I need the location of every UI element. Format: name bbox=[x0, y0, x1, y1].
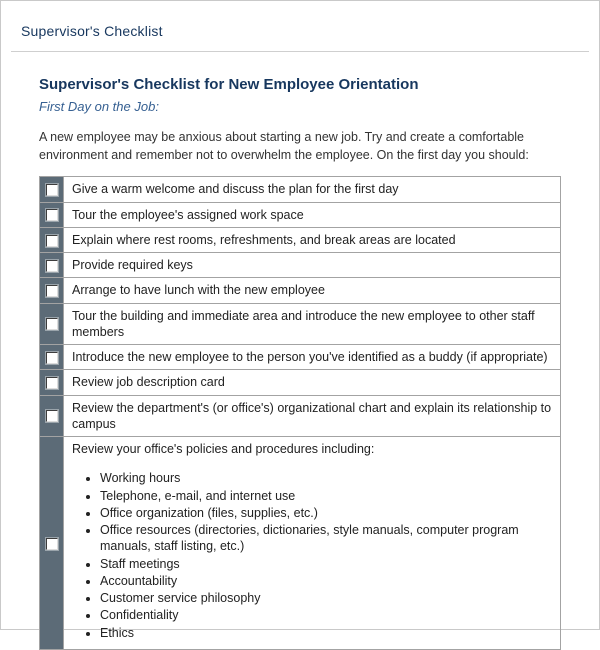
checklist-item-text: Give a warm welcome and discuss the plan for the first day bbox=[64, 177, 561, 202]
table-row bbox=[40, 395, 561, 437]
checkbox-cell bbox=[40, 253, 64, 278]
checklist-item-text: Tour the employee's assigned work space bbox=[64, 202, 561, 227]
table-row bbox=[40, 278, 561, 303]
table-row bbox=[40, 437, 561, 650]
policy-bullet-list bbox=[72, 470, 552, 641]
checkbox-icon bbox=[46, 209, 58, 221]
table-row bbox=[40, 303, 561, 345]
divider bbox=[11, 51, 589, 52]
checklist-item-text: Explain where rest rooms, refreshments, and break areas are located bbox=[64, 227, 561, 252]
subsection-heading: First Day on the Job: bbox=[39, 99, 159, 114]
table-row bbox=[40, 227, 561, 252]
intro-paragraph: A new employee may be anxious about starting a new job. Try and create a comfortable environment and remember not to overwhelm the employee. On the first day you should: bbox=[39, 130, 529, 163]
checklist-item-text: Review your office's policies and procedures including: bbox=[72, 442, 375, 456]
checklist-item-text: Review the department's (or office's) organizational chart and explain its relationship to campus bbox=[64, 395, 561, 437]
checkbox-cell bbox=[40, 278, 64, 303]
checklist-item-text: Introduce the new employee to the person you've identified as a buddy (if appropriate) bbox=[64, 345, 561, 370]
checkbox-cell bbox=[40, 227, 64, 252]
checkbox-icon bbox=[46, 285, 58, 297]
checklist-table bbox=[39, 176, 561, 650]
list-item: • Office resources (directories, dictionaries, style manuals, computer program manuals, staff listing, etc.) bbox=[100, 522, 552, 555]
list-item: • Working hours bbox=[100, 470, 552, 486]
checkbox-icon bbox=[46, 377, 58, 389]
checklist-item-text: Arrange to have lunch with the new employee bbox=[64, 278, 561, 303]
checkbox-icon bbox=[46, 318, 58, 330]
list-item: • Staff meetings bbox=[100, 556, 552, 572]
document-content bbox=[1, 76, 599, 650]
checklist-item-text: Tour the building and immediate area and introduce the new employee to other staff members bbox=[64, 303, 561, 345]
checkbox-cell bbox=[40, 303, 64, 345]
checkbox-icon bbox=[46, 260, 58, 272]
checklist-item-text: Review job description card bbox=[64, 370, 561, 395]
list-item: • Confidentiality bbox=[100, 607, 552, 623]
list-item: • Ethics bbox=[100, 625, 552, 641]
table-row bbox=[40, 177, 561, 202]
section-heading: Supervisor's Checklist for New Employee Orientation bbox=[39, 76, 419, 93]
table-row bbox=[40, 202, 561, 227]
list-item: • Office organization (files, supplies, etc.) bbox=[100, 505, 552, 521]
checkbox-icon bbox=[46, 538, 58, 550]
page-title: Supervisor's Checklist bbox=[21, 23, 163, 39]
list-item: • Customer service philosophy bbox=[100, 590, 552, 606]
list-item: • Telephone, e-mail, and internet use bbox=[100, 488, 552, 504]
table-row bbox=[40, 370, 561, 395]
checkbox-cell bbox=[40, 437, 64, 650]
checklist-item-cell bbox=[64, 437, 561, 650]
checklist-item-text: Provide required keys bbox=[64, 253, 561, 278]
checkbox-cell bbox=[40, 345, 64, 370]
table-row bbox=[40, 253, 561, 278]
checkbox-icon bbox=[46, 352, 58, 364]
checkbox-icon bbox=[46, 235, 58, 247]
list-item: • Accountability bbox=[100, 573, 552, 589]
table-row bbox=[40, 345, 561, 370]
checkbox-icon bbox=[46, 410, 58, 422]
checkbox-cell bbox=[40, 177, 64, 202]
checkbox-cell bbox=[40, 202, 64, 227]
checkbox-cell bbox=[40, 370, 64, 395]
checkbox-icon bbox=[46, 184, 58, 196]
checkbox-cell bbox=[40, 395, 64, 437]
